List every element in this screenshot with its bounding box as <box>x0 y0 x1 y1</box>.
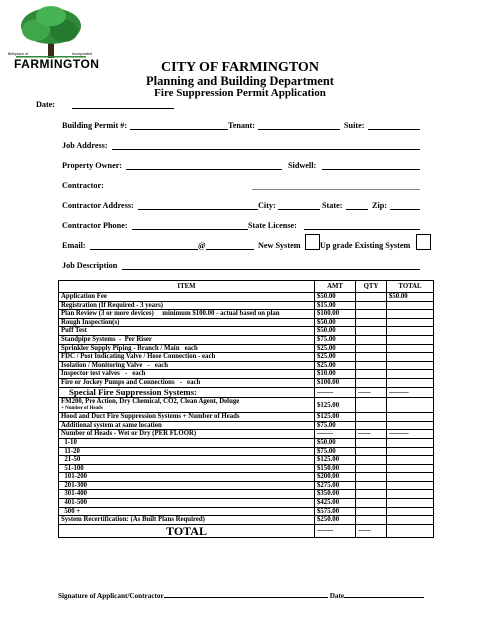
fee-item <box>59 516 315 525</box>
fee-qty[interactable] <box>356 507 387 516</box>
fee-row <box>59 387 434 398</box>
fee-qty[interactable] <box>356 398 387 413</box>
fee-row <box>59 481 434 490</box>
fee-amt: $50.00 <box>315 293 356 302</box>
fee-row <box>59 430 434 439</box>
fee-amt: --------- <box>315 524 356 537</box>
city-label: City: <box>258 201 276 210</box>
fee-total[interactable] <box>387 344 434 353</box>
fee-item <box>59 413 315 422</box>
fee-item-label: 1-10 <box>61 438 77 446</box>
state-label: State: <box>322 201 343 210</box>
fee-amt: $250.00 <box>315 516 356 525</box>
fee-qty[interactable] <box>356 344 387 353</box>
fee-item-label: Special Fire Suppression Systems: <box>69 387 197 397</box>
contractor-phone-label: Contractor Phone: <box>62 221 128 230</box>
fee-amt: $25.00 <box>315 361 356 370</box>
fee-qty[interactable] <box>356 310 387 319</box>
fee-item-label: Hood and Duct Fire Suppression Systems + Number of Heads <box>61 413 240 421</box>
fee-item <box>59 524 315 537</box>
fee-item-label: FM200, Pre Action, Dry Chemical, CO2, Clean Agent, Deluge <box>61 398 240 406</box>
fee-amt: $75.00 <box>315 335 356 344</box>
fee-amt: $125.00 <box>315 398 356 413</box>
fee-item <box>59 370 315 379</box>
fee-item <box>59 387 315 398</box>
logo-right-tag: Incorporated <box>72 52 93 56</box>
total-header: TOTAL <box>387 281 434 293</box>
fee-item-label: Rough Inspection(s) <box>61 318 120 326</box>
fee-row <box>59 507 434 516</box>
fee-total[interactable] <box>387 490 434 499</box>
contractor-label: Contractor: <box>62 181 104 190</box>
state-license-label: State License: <box>248 221 297 230</box>
fee-amt: $125.00 <box>315 456 356 465</box>
email-label: Email: <box>62 241 86 250</box>
job-address-label: Job Address: <box>62 141 108 150</box>
fee-total[interactable] <box>387 481 434 490</box>
fee-total[interactable] <box>387 464 434 473</box>
fee-row <box>59 335 434 344</box>
signature-label: Signature of Applicant/Contractor <box>58 592 164 600</box>
fee-amt: $25.00 <box>315 344 356 353</box>
fee-row <box>59 413 434 422</box>
fee-row <box>59 344 434 353</box>
fee-amt: $350.00 <box>315 490 356 499</box>
fee-qty[interactable] <box>356 421 387 430</box>
fee-qty[interactable] <box>356 413 387 422</box>
amt-header: AMT <box>315 281 356 293</box>
fee-item-label: Registration (If Required - 3 years) <box>61 301 163 309</box>
fee-item <box>59 421 315 430</box>
fee-item-label: Standpipe Systems - Per Riser <box>61 335 152 343</box>
fee-item-label: 11-20 <box>61 447 80 455</box>
fee-amt: $125.00 <box>315 413 356 422</box>
fee-table-header <box>59 281 434 293</box>
date-label: Date: <box>36 100 56 109</box>
upgrade-system-label: Up grade Existing System <box>320 241 411 250</box>
fee-row <box>59 353 434 362</box>
contractor-phone-field[interactable] <box>132 229 248 230</box>
signature-date-label: Date <box>329 592 345 600</box>
form-title: Fire Suppression Permit Application <box>154 87 326 99</box>
job-address-field[interactable] <box>112 149 420 150</box>
fee-item <box>59 361 315 370</box>
fee-row <box>59 516 434 525</box>
fee-table <box>58 280 434 538</box>
property-owner-field[interactable] <box>126 169 282 170</box>
qty-header: QTY <box>356 281 387 293</box>
fee-item <box>59 507 315 516</box>
fee-item <box>59 430 315 439</box>
fee-amt: $50.00 <box>315 438 356 447</box>
fee-item <box>59 353 315 362</box>
job-description-label: Job Description <box>62 261 118 270</box>
fee-row <box>59 524 434 537</box>
state-license-field[interactable] <box>304 229 420 230</box>
suite-label: Suite: <box>344 121 365 130</box>
fee-qty[interactable] <box>356 293 387 302</box>
contractor-field[interactable] <box>252 189 420 190</box>
date-field[interactable] <box>72 108 174 109</box>
fee-amt: $15.00 <box>315 301 356 310</box>
fee-row <box>59 499 434 508</box>
job-description-field[interactable] <box>122 269 420 270</box>
fee-total[interactable]: $50.00 <box>387 293 434 302</box>
fee-total[interactable] <box>387 318 434 327</box>
fee-item-label: 301-400 <box>61 490 88 498</box>
fee-row <box>59 490 434 499</box>
fee-qty[interactable] <box>356 499 387 508</box>
new-system-checkbox[interactable] <box>305 234 320 250</box>
fee-total[interactable] <box>387 499 434 508</box>
fee-item <box>59 499 315 508</box>
signature-line[interactable] <box>58 592 424 600</box>
fee-item <box>59 464 315 473</box>
department-title: Planning and Building Department <box>146 74 334 88</box>
suite-field[interactable] <box>368 129 420 130</box>
fee-qty[interactable] <box>356 456 387 465</box>
fee-qty[interactable] <box>356 464 387 473</box>
fee-total[interactable] <box>387 301 434 310</box>
fee-row <box>59 361 434 370</box>
item-header: ITEM <box>59 281 315 293</box>
fee-total[interactable] <box>387 361 434 370</box>
fee-row <box>59 378 434 387</box>
fee-row <box>59 310 434 319</box>
fee-item <box>59 301 315 310</box>
fee-total[interactable] <box>387 507 434 516</box>
fee-amt: $575.00 <box>315 507 356 516</box>
fee-amt: $50.00 <box>315 318 356 327</box>
fee-qty[interactable] <box>356 353 387 362</box>
fee-qty[interactable] <box>356 447 387 456</box>
fee-amt: $75.00 <box>315 421 356 430</box>
fee-amt: $425.00 <box>315 499 356 508</box>
fee-qty[interactable] <box>356 438 387 447</box>
fee-item-label: Number of Heads - Wet or Dry (PER FLOOR) <box>61 430 197 438</box>
fee-item-label: FDC / Post Indicating Valve / Hose Connection - each <box>61 353 216 361</box>
fee-qty[interactable] <box>356 490 387 499</box>
fee-total[interactable] <box>387 353 434 362</box>
fee-item-label: Puff Test <box>61 327 87 335</box>
city-field[interactable] <box>278 209 320 210</box>
fee-amt: $10.00 <box>315 370 356 379</box>
fee-item-label: Sprinkler Supply Piping - Branch / Main each <box>61 344 198 352</box>
fee-item-label: Application Fee <box>61 293 107 300</box>
property-owner-label: Property Owner: <box>62 161 123 170</box>
fee-total[interactable]: ----------- <box>387 430 434 439</box>
tenant-label: Tenant: <box>228 121 255 130</box>
logo-left-tag: Birthplace of <box>8 52 28 56</box>
fee-item-label: TOTAL <box>166 524 207 538</box>
fee-row <box>59 318 434 327</box>
fee-item <box>59 490 315 499</box>
email-at-sign: @ <box>198 241 206 250</box>
logo-town-name: FARMINGTON <box>14 57 100 71</box>
fee-item-label: 401-500 <box>61 499 88 507</box>
fee-total[interactable] <box>387 447 434 456</box>
fee-item-label: 500 + <box>61 507 81 515</box>
building-permit-field[interactable] <box>130 129 228 130</box>
fee-row <box>59 464 434 473</box>
fee-item-label: Fire or Jockey Pumps and Connections - each <box>61 378 201 386</box>
fee-item-label: System Recertification: (As Built Plans Required) <box>61 516 205 524</box>
fee-item <box>59 398 315 413</box>
fee-total[interactable] <box>387 473 434 482</box>
fee-qty[interactable] <box>356 370 387 379</box>
fee-row <box>59 293 434 302</box>
fee-total[interactable] <box>387 456 434 465</box>
state-field[interactable] <box>346 209 368 210</box>
fee-amt: --------- <box>315 387 356 398</box>
fee-row <box>59 447 434 456</box>
fee-row <box>59 370 434 379</box>
fee-row <box>59 473 434 482</box>
fee-amt: $25.00 <box>315 353 356 362</box>
fee-total[interactable] <box>387 524 434 537</box>
fee-qty[interactable] <box>356 327 387 336</box>
building-permit-label: Building Permit #: <box>62 121 128 130</box>
fee-item-label: 101-200 <box>61 473 88 481</box>
contractor-address-label: Contractor Address: <box>62 201 134 210</box>
fee-item-label: 51-100 <box>61 464 84 472</box>
fee-item <box>59 481 315 490</box>
fee-item <box>59 456 315 465</box>
fee-qty[interactable] <box>356 361 387 370</box>
fee-item <box>59 447 315 456</box>
fee-total[interactable] <box>387 516 434 525</box>
fee-total[interactable] <box>387 398 434 413</box>
fee-item <box>59 318 315 327</box>
fee-item-label: Additional system at same location <box>61 421 162 429</box>
fee-amt: $150.00 <box>315 464 356 473</box>
fee-item <box>59 293 315 302</box>
fee-total[interactable] <box>387 378 434 387</box>
fee-total[interactable] <box>387 413 434 422</box>
fee-amt: $100.00 <box>315 310 356 319</box>
fee-qty[interactable] <box>356 318 387 327</box>
fee-item <box>59 310 315 319</box>
fee-amt: $100.00 <box>315 378 356 387</box>
fee-total[interactable] <box>387 370 434 379</box>
fee-amt: $275.00 <box>315 481 356 490</box>
fee-row <box>59 301 434 310</box>
fee-total[interactable] <box>387 310 434 319</box>
fee-item-label: 201-300 <box>61 481 88 489</box>
fee-item-label: 21-50 <box>61 456 81 464</box>
email-user-field[interactable] <box>90 249 198 250</box>
city-title: CITY OF FARMINGTON <box>161 60 319 75</box>
contractor-address-field[interactable] <box>138 209 258 210</box>
sidwell-label: Sidwell: <box>288 161 317 170</box>
fee-amt: $200.00 <box>315 473 356 482</box>
fee-total[interactable] <box>387 421 434 430</box>
fee-qty[interactable] <box>356 378 387 387</box>
fee-total[interactable] <box>387 335 434 344</box>
fee-amt: --------- <box>315 430 356 439</box>
fee-amt: $75.00 <box>315 447 356 456</box>
fee-qty[interactable] <box>356 335 387 344</box>
fee-qty[interactable] <box>356 301 387 310</box>
fee-row <box>59 421 434 430</box>
fee-total[interactable] <box>387 438 434 447</box>
fee-qty[interactable]: ------- <box>356 387 387 398</box>
new-system-label: New System <box>258 241 301 250</box>
fee-item <box>59 438 315 447</box>
fee-item-note: + Number of Heads <box>61 406 103 412</box>
fee-item-label: Inspector test valves - each <box>61 370 146 378</box>
fee-qty[interactable]: ------- <box>356 524 387 537</box>
fee-total[interactable] <box>387 327 434 336</box>
upgrade-system-checkbox[interactable] <box>416 234 431 250</box>
tenant-field[interactable] <box>258 129 340 130</box>
email-domain-field[interactable] <box>206 249 254 250</box>
fee-row <box>59 327 434 336</box>
fee-row <box>59 438 434 447</box>
fee-item <box>59 335 315 344</box>
fee-item <box>59 473 315 482</box>
fee-row <box>59 456 434 465</box>
zip-label: Zip: <box>372 201 388 210</box>
fee-qty[interactable] <box>356 481 387 490</box>
fee-item-label: Isolation / Monitoring Valve - each <box>61 361 169 369</box>
fee-amt: $50.00 <box>315 327 356 336</box>
sidwell-field[interactable] <box>322 169 420 170</box>
zip-field[interactable] <box>390 209 420 210</box>
fee-total[interactable]: ----------- <box>387 387 434 398</box>
fee-qty[interactable] <box>356 516 387 525</box>
fee-item <box>59 378 315 387</box>
fee-item <box>59 344 315 353</box>
fee-qty[interactable] <box>356 473 387 482</box>
fee-item <box>59 327 315 336</box>
fee-item-label: Plan Review (3 or more devices) minimum $100.00 - actual based on plan <box>61 310 280 318</box>
fee-qty[interactable]: ------- <box>356 430 387 439</box>
fee-row <box>59 398 434 413</box>
